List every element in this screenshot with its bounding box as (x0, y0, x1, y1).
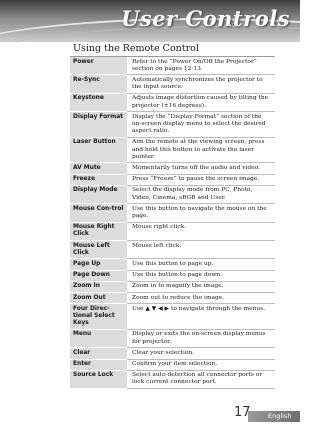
control-description: Zoom out to reduce the image. (127, 293, 275, 304)
control-description: Mouse right click. (127, 222, 275, 240)
control-description: Use ▲ ▼ ◀ ▶ to navigate through the menus. (127, 304, 275, 330)
table-row (70, 281, 275, 292)
control-description: Use this button to navigate the mouse on the page. (127, 204, 275, 222)
page-title: User Controls (121, 6, 290, 31)
language-label: English (268, 412, 292, 420)
header-banner (0, 0, 300, 42)
table-row (70, 348, 275, 359)
control-description: Clear your selection. (127, 348, 275, 359)
table-row (70, 304, 275, 330)
control-name: Zoom In (70, 281, 127, 292)
control-name: AV Mute (70, 163, 127, 174)
table-row (70, 174, 275, 185)
control-description: Use this button to page down. (127, 270, 275, 281)
table-row (70, 204, 275, 222)
control-name: Page Up (70, 259, 127, 270)
control-name: Menu (70, 329, 127, 347)
control-description: Automatically synchronizes the projector to the input source. (127, 75, 275, 93)
control-name: Clear (70, 348, 127, 359)
control-description: Zoom in to magnify the image. (127, 281, 275, 292)
control-name: Re-Sync (70, 75, 127, 93)
control-description: Confirm your item selection. (127, 359, 275, 370)
control-name: Zoom Out (70, 293, 127, 304)
control-description: Mouse left click. (127, 241, 275, 259)
table-row (70, 241, 275, 259)
table-row (70, 112, 275, 138)
table-row (70, 75, 275, 93)
control-name: Freeze (70, 174, 127, 185)
table-row (70, 93, 275, 111)
table-row (70, 163, 275, 174)
control-description: Aim the remote at the viewing screen, press and hold this button to activate the laser pointer. (127, 137, 275, 163)
control-name: Mouse Con-trol (70, 204, 127, 222)
table-row (70, 57, 275, 75)
control-description: Display or exits the on-screen display menus for projector. (127, 329, 275, 347)
table-row (70, 270, 275, 281)
page-number: 17 (234, 405, 251, 420)
control-name: Laser Button (70, 137, 127, 163)
control-description: Select auto detection all connector ports or lock current connector port. (127, 370, 275, 388)
control-description: Momentarily turns off the audio and video. (127, 163, 275, 174)
control-name: Power (70, 57, 127, 75)
section-title: Using the Remote Control (70, 42, 275, 57)
control-description: Display the “Display Format” section of the on-screen display menu to select the desired aspect ratio. (127, 112, 275, 138)
control-name: Display Mode (70, 185, 127, 203)
table-row (70, 370, 275, 388)
table-row (70, 359, 275, 370)
table-row (70, 293, 275, 304)
control-name: Enter (70, 359, 127, 370)
control-description: Refer to the “Power On/Off the Projector” section on pages 12-13. (127, 57, 275, 75)
control-name: Source Lock (70, 370, 127, 388)
control-description: Use this button to page up. (127, 259, 275, 270)
table-row (70, 137, 275, 163)
table-row (70, 185, 275, 203)
remote-controls-table (70, 57, 275, 389)
control-name: Mouse Left Click (70, 241, 127, 259)
table-row (70, 222, 275, 240)
control-description: Select the display mode from PC, Photo, Video, Cinema, sRGB and User. (127, 185, 275, 203)
control-description: Adjusts image distortion caused by tilting the projector (±16 degrees). (127, 93, 275, 111)
control-name: Display Format (70, 112, 127, 138)
control-name: Page Down (70, 270, 127, 281)
table-row (70, 259, 275, 270)
control-name: Mouse Right Click (70, 222, 127, 240)
table-row (70, 329, 275, 347)
control-description: Press “Freeze” to pause the screen image. (127, 174, 275, 185)
control-name: Keystone (70, 93, 127, 111)
control-name: Four Direc-tional Select Keys (70, 304, 127, 330)
